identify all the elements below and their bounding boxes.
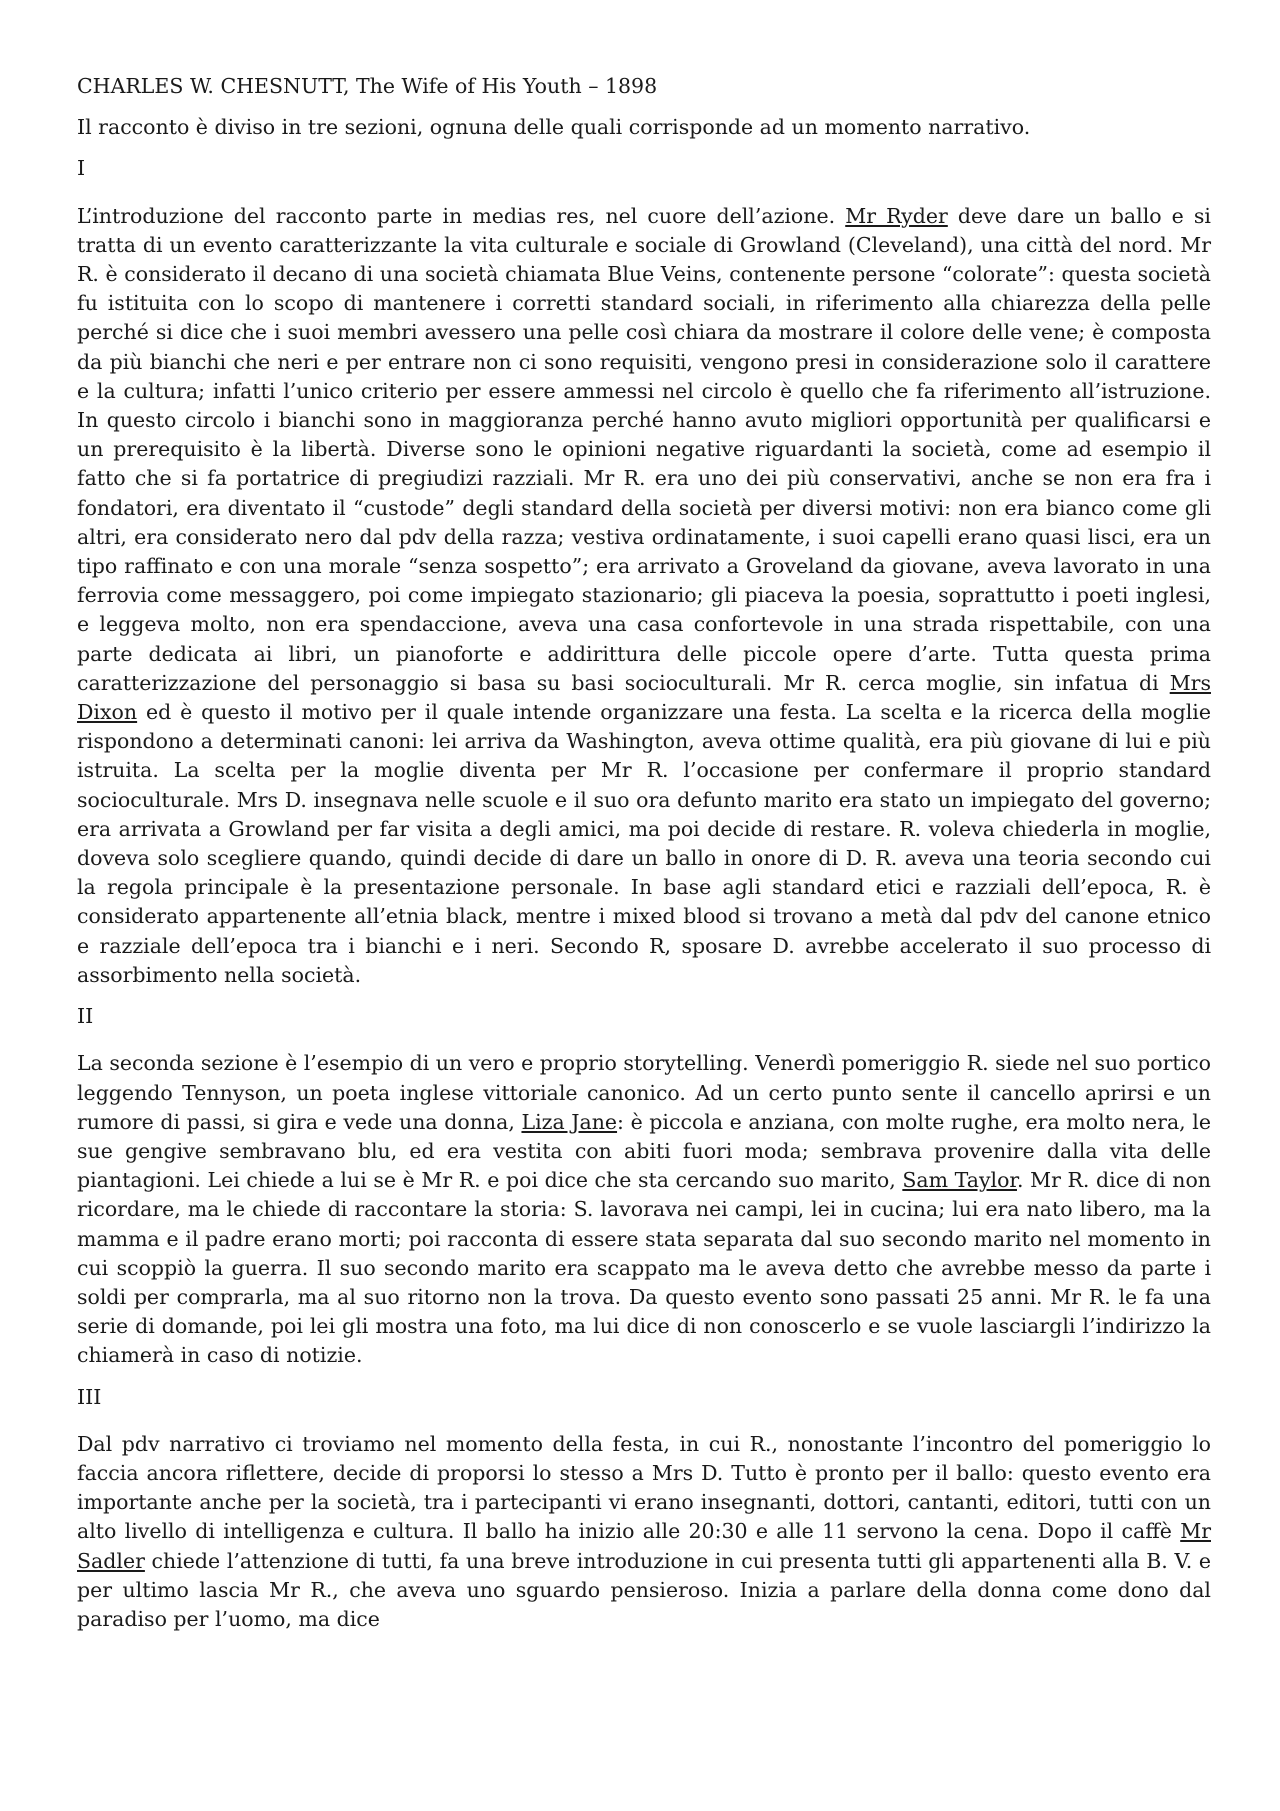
name-sam-taylor: Sam Taylor bbox=[902, 1168, 1017, 1193]
section-number-2: II bbox=[77, 1004, 94, 1029]
section-paragraph-3 bbox=[77, 1430, 1211, 1634]
text-segment: : è piccola e anziana, con molte rughe, era molto nera, le sue gengive sembravano blu, ed era vestita con abiti fuori moda; sembrava provenire dalla vita delle piantagioni. Lei chiede a lui se è Mr R. e poi dice che sta cercando suo marito, bbox=[77, 1109, 1211, 1193]
name-mrs-dixon: Mrs Dixon bbox=[77, 670, 1211, 725]
document-title: CHARLES W. CHESNUTT, The Wife of His Youth – 1898 bbox=[77, 74, 658, 98]
text-segment: L’introduzione del racconto parte in medias res, nel cuore dell’azione. bbox=[77, 203, 846, 228]
name-liza-jane: Liza Jane bbox=[521, 1109, 618, 1134]
document-page bbox=[77, 72, 1211, 1646]
text-segment: deve dare un ballo e si tratta di un evento caratterizzante la vita culturale e sociale di Growland (Cleveland), una città del nord. Mr R. è considerato il decano di una società chiamata Blue Veins, contenente persone “colorate”: questa società fu istituita con lo scopo di mantenere i corretti standard sociali, in riferimento alla chiarezza della pelle perché si dice che i suoi membri avessero una pelle così chiara da mostrare il colore delle vene; è composta da più bianchi che neri e per entrare non ci sono requisiti, vengono presi in considerazione solo il carattere e la cultura; infatti l’unico criterio per essere ammessi nel circolo è quello che fa riferimento all’istruzione. In questo circolo i bianchi sono in maggioranza perché hanno avuto migliori opportunità per qualificarsi e un prerequisito è la libertà. Diverse sono le opinioni negative riguardanti la società, come ad esempio il fatto che si fa portatrice di pregiudizi razziali. Mr R. era uno dei più conservativi, anche se non era fra i fondatori, era diventato il “custode” degli standard della società per diversi motivi: non era bianco come gli altri, era considerato nero dal pdv della razza; vestiva ordinatamente, i suoi capelli erano quasi lisci, era un tipo raffinato e con una morale “senza sospetto”; era arrivato a Groveland da giovane, aveva lavorato in una ferrovia come messaggero, poi come impiegato stazionario; gli piaceva la poesia, soprattutto i poeti inglesi, e leggeva molto, non era spendaccione, aveva una casa confortevole in una strada rispettabile, con una parte dedicata ai libri, un pianoforte e addirittura delle piccole opere d’arte. Tutta questa prima caratterizzazione del personaggio si basa su basi socioculturali. Mr R. cerca moglie, sin infatua di bbox=[77, 203, 1211, 695]
name-mr-sadler: Mr Sadler bbox=[77, 1519, 1211, 1573]
text-segment: La seconda sezione è l’esempio di un vero e proprio storytelling. Venerdì pomeriggio R. siede nel suo portico leggendo Tennyson, un poeta inglese vittoriale canonico. Ad un certo punto sente il cancello aprirsi e un rumore di passi, si gira e vede una donna, bbox=[77, 1051, 1211, 1134]
section-paragraph-2 bbox=[77, 1049, 1211, 1370]
intro-paragraph: Il racconto è diviso in tre sezioni, ognuna delle quali corrisponde ad un momento narrativo. bbox=[77, 115, 1031, 140]
text-segment: ed è questo il motivo per il quale intende organizzare una festa. La scelta e la ricerca della moglie rispondono a determinati canoni: lei arriva da Washington, aveva ottime qualità, era più giovane di lui e più istruita. La scelta per la moglie diventa per Mr R. l’occasione per confermare il proprio standard socioculturale. Mrs D. insegnava nelle scuole e il suo ora defunto marito era stato un impiegato del governo; era arrivata a Growland per far visita a degli amici, ma poi decide di restare. R. voleva chiederla in moglie, doveva solo scegliere quando, quindi decide di dare un ballo in onore di D. R. aveva una teoria secondo cui la regola principale è la presentazione personale. In base agli standard etici e razziali dell’epoca, R. è considerato appartenente all’etnia black, mentre i mixed blood si trovano a metà dal pdv del canone etnico e razziale dell’epoca tra i bianchi e i neri. Secondo R, sposare D. avrebbe accelerato il suo processo di assorbimento nella società. bbox=[77, 700, 1211, 987]
section-number-1: I bbox=[77, 156, 86, 181]
text-segment: Dal pdv narrativo ci troviamo nel momento della festa, in cui R., nonostante l’incontro del pomeriggio lo faccia ancora riflettere, decide di proporsi lo stesso a Mrs D. Tutto è pronto per il ballo: questo evento era importante anche per la società, tra i partecipanti vi erano insegnanti, dottori, cantanti, editori, tutti con un alto livello di intelligenza e cultura. Il ballo ha inizio alle 20:30 e alle 11 servono la cena. Dopo il caffè bbox=[77, 1431, 1211, 1544]
name-mr-ryder: Mr Ryder bbox=[845, 203, 948, 228]
section-number-3: III bbox=[77, 1384, 102, 1409]
section-paragraph-1 bbox=[77, 202, 1211, 990]
text-segment: . Mr R. dice di non ricordare, ma le chiede di raccontare la storia: S. lavorava nei campi, lei in cucina; lui era nato libero, ma la mamma e il padre erano morti; poi racconta di essere stata separata dal suo secondo marito nel momento in cui scoppiò la guerra. Il suo secondo marito era scappato ma le aveva detto che avrebbe messo da parte i soldi per comprarla, ma al suo ritorno non la trova. Da questo evento sono passati 25 anni. Mr R. le fa una serie di domande, poi lei gli mostra una foto, ma lui dice di non conoscerlo e se vuole lasciargli l’indirizzo la chiamerà in caso di notizie. bbox=[77, 1168, 1211, 1368]
text-segment: chiede l’attenzione di tutti, fa una breve introduzione in cui presenta tutti gli appartenenti alla B. V. e per ultimo lascia Mr R., che aveva uno sguardo pensieroso. Inizia a parlare della donna come dono dal paradiso per l’uomo, ma dice bbox=[77, 1548, 1211, 1631]
